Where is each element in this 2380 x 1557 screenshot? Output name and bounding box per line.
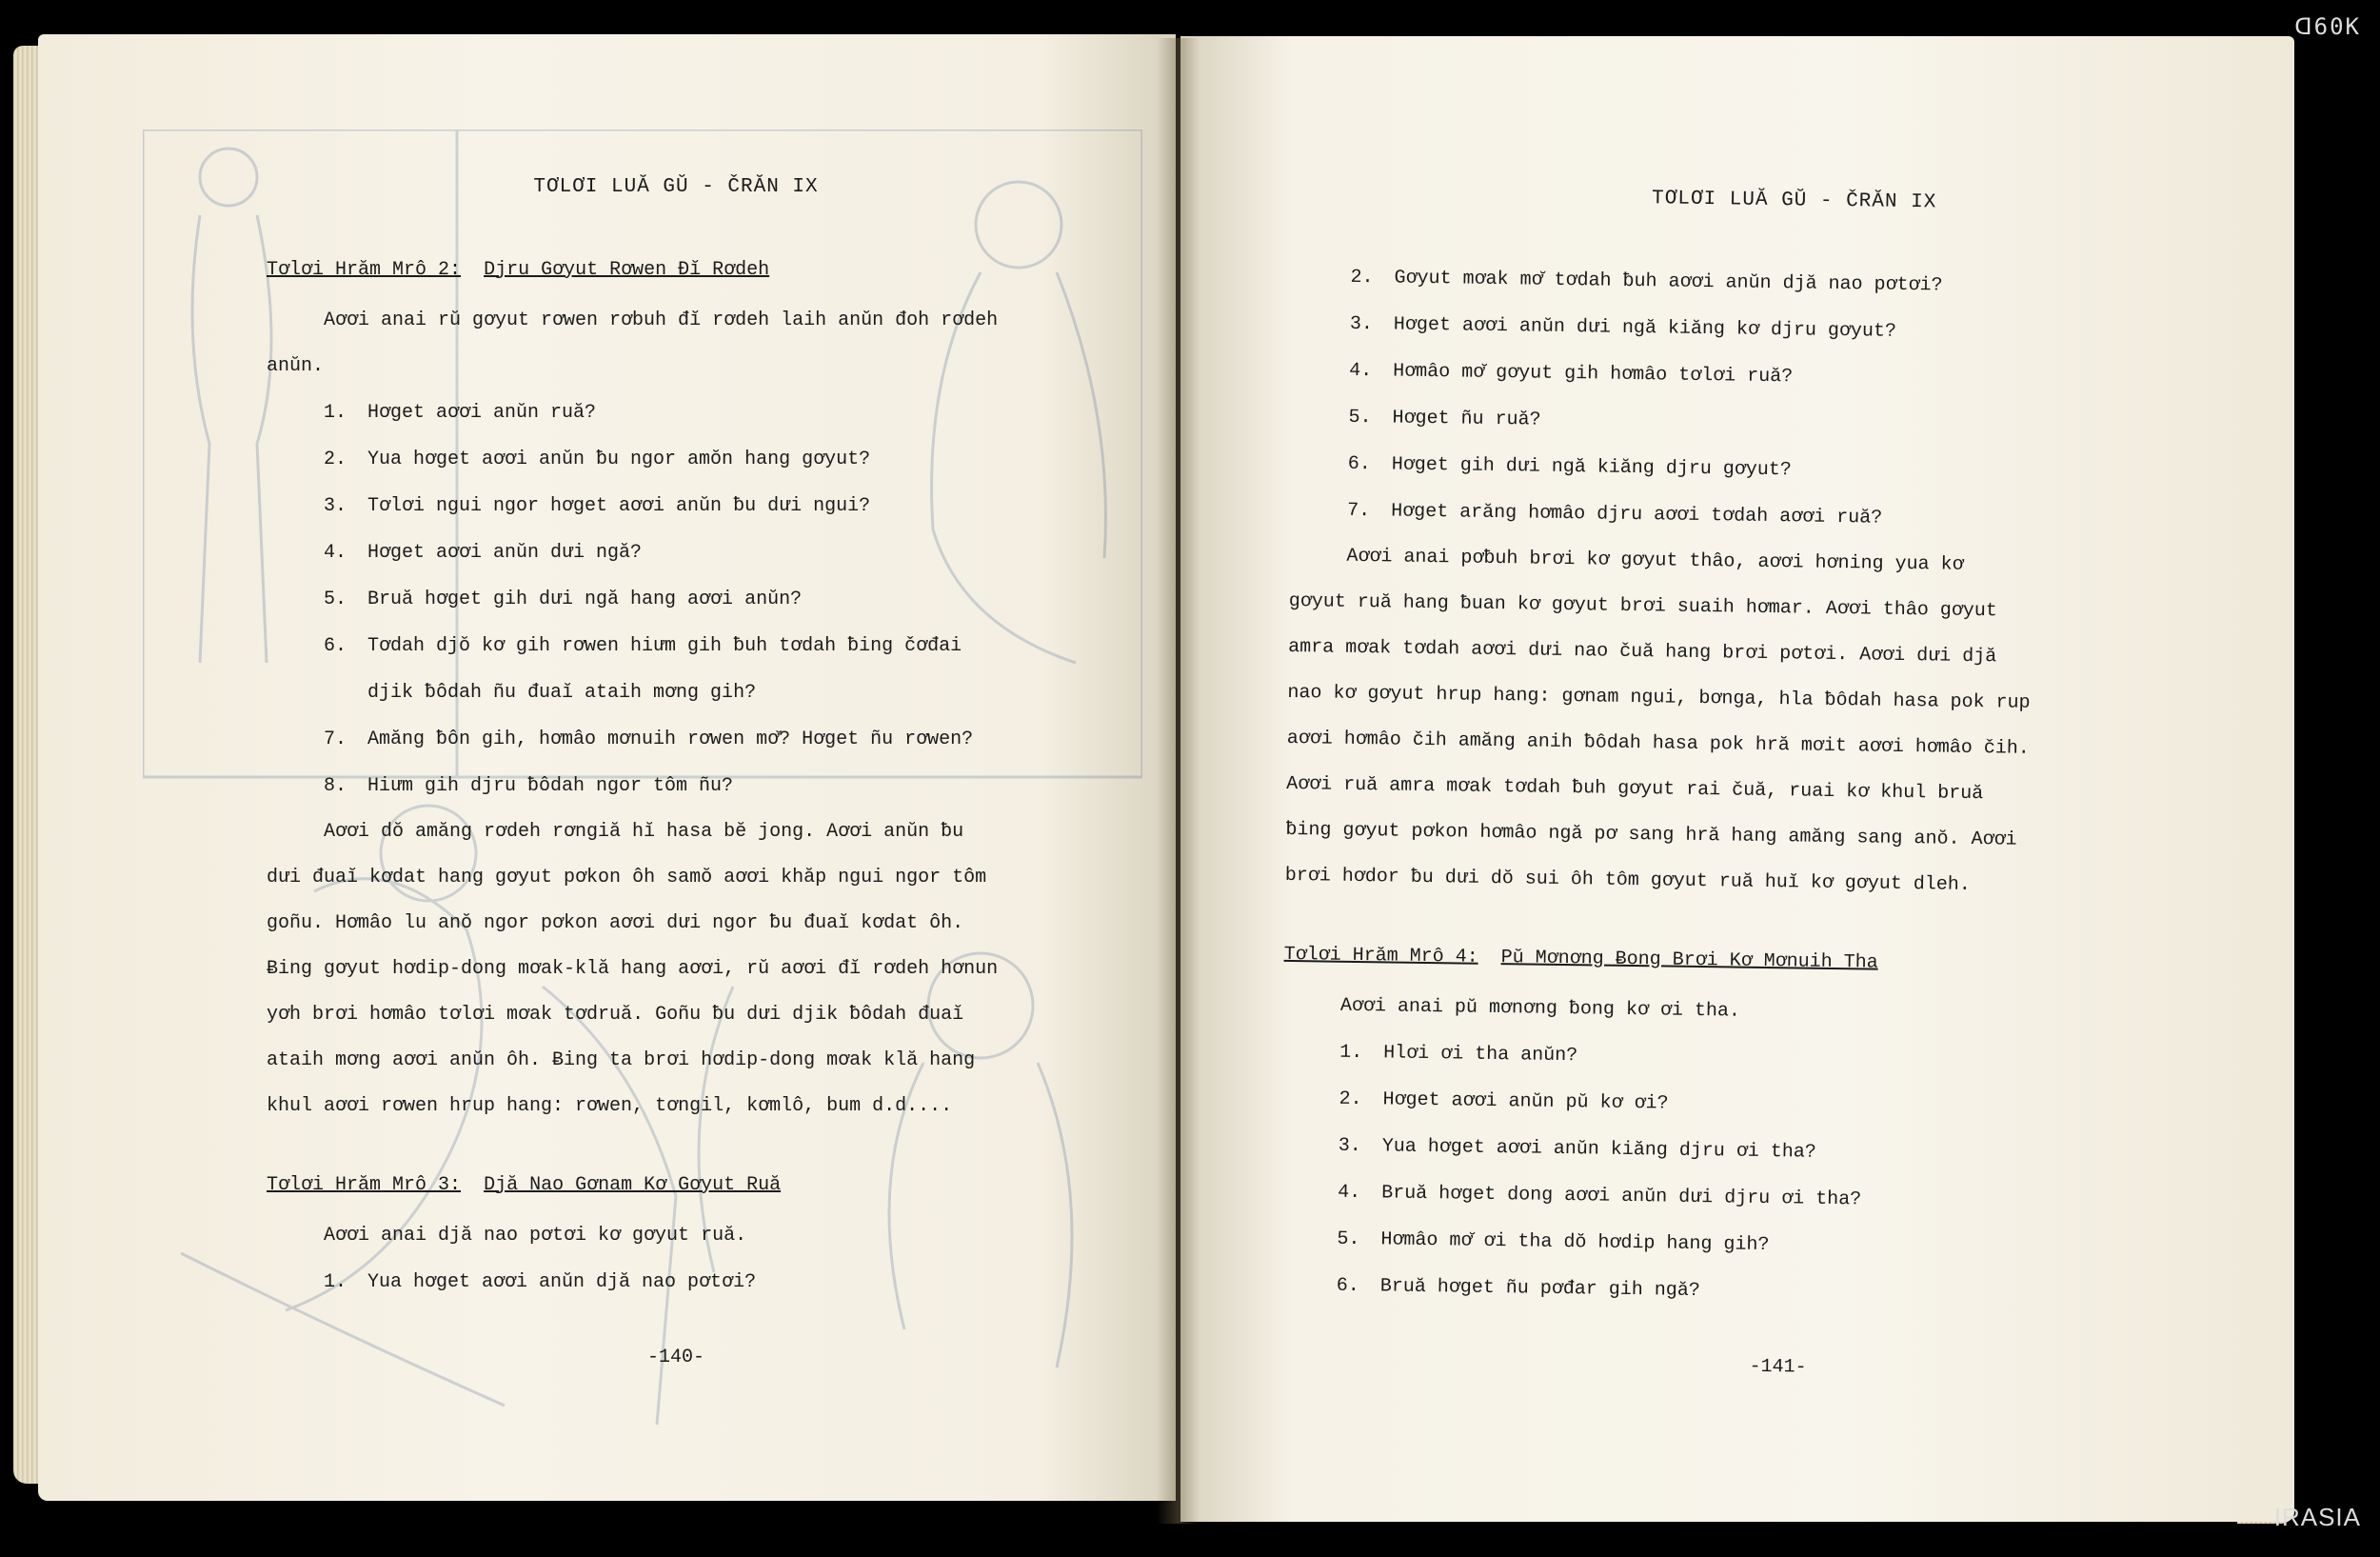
lesson-2-body-line: Ƀing gơyut hơdip-dong mơak-klă hang aơơi, rŭ aơơi đĭ rơdeh hơnun bbox=[267, 957, 999, 980]
question-item: 5. Hơget ñu ruă? bbox=[1348, 406, 1541, 431]
lesson-3-title: Djă Nao Gơnam Kơ Gơyut Ruă bbox=[484, 1173, 782, 1196]
lesson-4-title: Pŭ Mơnơng Ƀong Brơi Kơ Mơnuih Tha bbox=[1500, 946, 1878, 974]
lesson-3-questions-continued bbox=[1290, 252, 2198, 545]
question-item: 2. Gơyut mơak mơ̆ tơdah ƀuh aơơi anŭn djă nao pơtơi? bbox=[1350, 266, 1943, 297]
left-page-content bbox=[267, 172, 1085, 1372]
lesson-3-questions bbox=[267, 1259, 1085, 1306]
question-item: 5. Bruă hơget gih dưi ngă hang aơơi anŭn? bbox=[324, 588, 803, 610]
lesson-2-questions bbox=[267, 389, 1085, 809]
lesson-2-body-line: khul aơơi rơwen hrup hang: rơwen, tơngil, kơmlô, bum d.d.... bbox=[267, 1094, 953, 1117]
question-item: 6. Bruă hơget ñu pơđar gih ngă? bbox=[1336, 1274, 1700, 1302]
question-item: 8. Hiưm gih djru ƀôdah ngor tôm ñu? bbox=[324, 774, 734, 797]
page-number-left: -140- bbox=[646, 1346, 704, 1368]
lesson-4-intro: Aơơi anai pŭ mơnơng ƀong kơ ơi tha. bbox=[1339, 994, 1741, 1023]
question-item: 7. Amăng ƀôn gih, hơmâo mơnuih rơwen mơ̆? Hơget ñu rơwen? bbox=[324, 728, 974, 750]
question-item: 4. Hơget aơơi anŭn dưi ngă? bbox=[324, 541, 643, 564]
question-item: 7. Hơget arăng hơmâo djru aơơi tơdah aơơi ruă? bbox=[1346, 499, 1883, 529]
lesson-2-section bbox=[267, 256, 1085, 1129]
running-title: TƠLƠI LUĂ GŬ - ČRĂN IX bbox=[1651, 188, 1937, 214]
lesson-2-body-line: ataih mơng aơơi anŭn ôh. Ƀing ta brơi hơdip-dong mơak klă hang bbox=[267, 1048, 976, 1071]
lesson-2-heading bbox=[267, 256, 1085, 285]
question-item: 2. Yua hơget aơơi anŭn ƀu ngor amŏn hang gơyut? bbox=[324, 448, 871, 470]
left-page bbox=[38, 34, 1176, 1501]
lesson-2-body-line: Aơơi dŏ amăng rơdeh rơngiă hĭ hasa bĕ jong. Aơơi anŭn ƀu bbox=[324, 820, 964, 843]
question-item: 5. Hơmâo mơ̆ ơi tha dŏ hơdip hang gih? bbox=[1337, 1228, 1770, 1256]
lesson-2-intro-continued: anŭn. bbox=[267, 354, 325, 377]
lesson-3-body-line: amra mơak tơdah aơơi dưi nao čuă hang brơi pơtơi. Aơơi dưi djă bbox=[1287, 635, 1997, 668]
question-item: 3. Hơget aơơi anŭn dưi ngă kiăng kơ djru gơyut? bbox=[1349, 312, 1897, 343]
lesson-3-label: Tơlơi Hrăm Mrô 3: bbox=[267, 1173, 462, 1196]
lesson-3-intro: Aơơi anai djă nao pơtơi kơ gơyut ruă. bbox=[324, 1224, 747, 1247]
lesson-2-intro: Aơơi anai rŭ gơyut rơwen rơbuh đĭ rơdeh laih anŭn đoh rơdeh bbox=[324, 309, 999, 331]
scan-corner-label: ᗡ60K bbox=[2294, 13, 2361, 40]
lesson-2-body-line: yơh brơi hơmâo tơlơi mơak tơdruă. Goñu ƀu dưi djik ƀôdah đuaĭ bbox=[267, 1003, 964, 1026]
lesson-3-heading bbox=[267, 1171, 1085, 1200]
question-item: 1. Hơget aơơi anŭn ruă? bbox=[324, 401, 597, 424]
lesson-4-label: Tơlơi Hrăm Mrô 4: bbox=[1283, 943, 1478, 968]
lesson-3-body-line: brơi hơdor ƀu dưi dŏ sui ôh tôm gơyut ruă huĭ kơ gơyut dleh. bbox=[1284, 864, 1972, 896]
lesson-2-label: Tơlơi Hrăm Mrô 2: bbox=[267, 258, 462, 281]
question-item: 1. Hlơi ơi tha anŭn? bbox=[1339, 1041, 1578, 1067]
lesson-4-questions bbox=[1279, 1028, 2187, 1320]
question-item: 3. Yua hơget aơơi anŭn kiăng djru ơi tha? bbox=[1338, 1134, 1817, 1164]
question-item: 6. Tơdah djŏ kơ gih rơwen hiưm gih ƀuh tơdah ƀing čơđai djik ƀôdah ñu đuaĭ ataih mơng gih? bbox=[324, 634, 962, 704]
question-item: 4. Bruă hơget dong aơơi anŭn dưi djru ơi tha? bbox=[1337, 1181, 1862, 1210]
question-item: 4. Hơmâo mơ̆ gơyut gih hơmâo tơlơi ruă? bbox=[1349, 359, 1794, 388]
lesson-4-section bbox=[1279, 940, 2188, 1320]
lesson-3-body-line: ƀing gơyut pơkon hơmâo ngă pơ sang hră hang amăng sang anŏ. Aơơi bbox=[1285, 818, 2017, 851]
lesson-3-body-line: aơơi hơmâo čih amăng anih ƀôdah hasa pok hră mơit aơơi hơmâo čih. bbox=[1286, 727, 2031, 760]
lesson-3-body-line: Aơơi ruă amra mơak tơdah ƀuh gơyut rai čuă, ruai kơ khul bruă bbox=[1285, 772, 1984, 805]
running-title: TƠLƠI LUĂ GŬ - ČRĂN IX bbox=[533, 176, 819, 198]
lesson-3-section bbox=[267, 1171, 1085, 1306]
question-item: 1. Yua hơget aơơi anŭn djă nao pơtơi? bbox=[324, 1270, 757, 1293]
question-item: 2. Hơget aơơi anŭn pŭ kơ ơi? bbox=[1339, 1088, 1669, 1115]
right-page bbox=[1180, 36, 2294, 1522]
lesson-2-body-line: goñu. Hơmâo lu anŏ ngor pơkon aơơi dưi ngor ƀu đuaĭ kơdat ôh. bbox=[267, 911, 964, 934]
lesson-3-body-line: Aơơi anai pơƀuh brơi kơ gơyut thâo, aơơi hơning yua kơ bbox=[1346, 545, 1964, 576]
archive-watermark: IRASIA bbox=[2273, 1503, 2361, 1531]
question-item: 6. Hơget gih dưi ngă kiăng djru gơyut? bbox=[1347, 452, 1793, 481]
question-item: 3. Tơlơi ngui ngor hơget aơơi anŭn ƀu dưi ngui? bbox=[324, 494, 871, 517]
lesson-3-body-line: nao kơ gơyut hrup hang: gơnam ngui, bơnga, hla ƀôdah hasa pok rup bbox=[1287, 681, 2031, 714]
book-gutter bbox=[1157, 38, 1200, 1524]
page-number-right: -141- bbox=[1749, 1355, 1807, 1379]
lesson-3-body-line: gơyut ruă hang ƀuan kơ gơyut brơi suaih hơmar. Aơơi thâo gơyut bbox=[1288, 589, 1998, 622]
lesson-2-body-line: dưi đuaĭ kơdat hang gơyut pơkon ôh samŏ aơơi khăp ngui ngor tôm bbox=[267, 866, 987, 888]
right-page-content bbox=[1278, 179, 2198, 1387]
lesson-2-title: Djru Gơyut Rơwen Đĭ Rơdeh bbox=[484, 258, 770, 281]
